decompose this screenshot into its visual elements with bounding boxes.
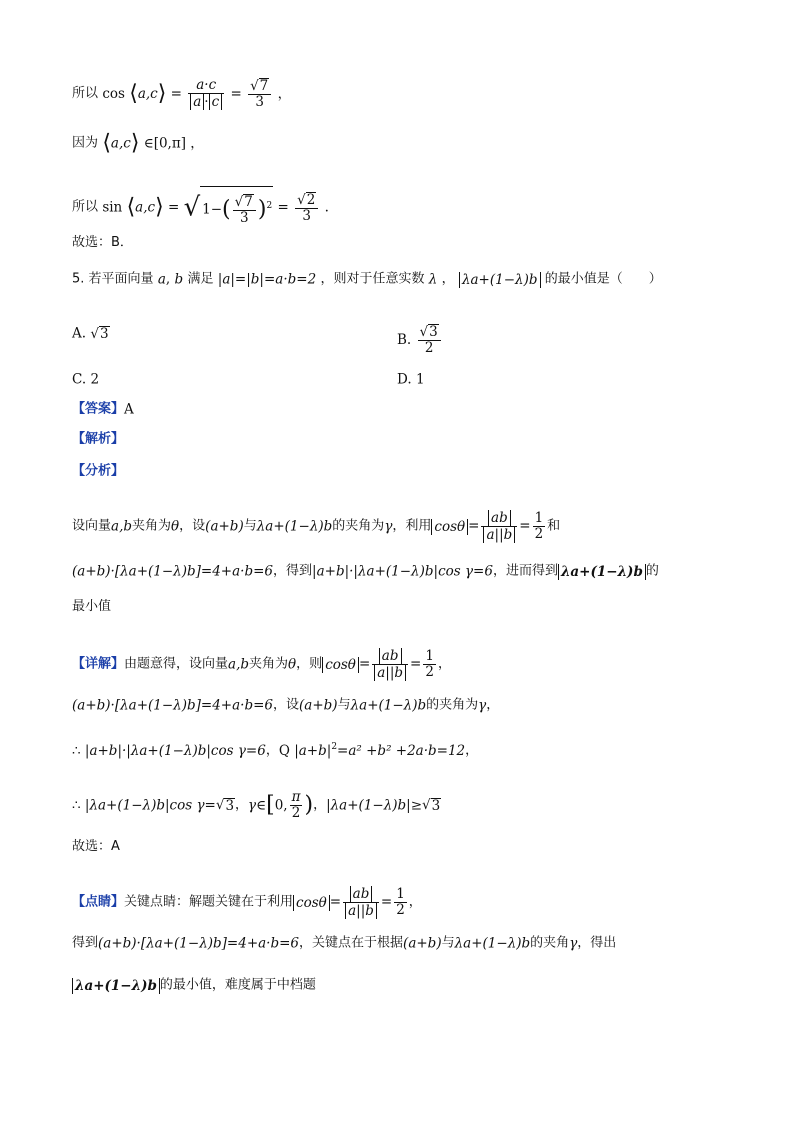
- text: 关键点睛：解题关键在于利用: [124, 894, 294, 910]
- angle-right-bracket: ⟩: [157, 81, 167, 106]
- xiangjie-line-3: [72, 738, 478, 760]
- text: ，则: [296, 656, 323, 672]
- numerator: a·c: [188, 78, 224, 94]
- punct: ，: [235, 797, 249, 813]
- text: 得到: [72, 935, 99, 951]
- vectors: a,b: [228, 656, 250, 673]
- denominator: 2: [396, 902, 405, 918]
- abs-c: c: [209, 94, 223, 110]
- abs-ab: ab: [379, 648, 402, 664]
- equals: =: [277, 199, 289, 216]
- answer-value: A: [124, 401, 134, 418]
- text: 夹角为: [132, 518, 172, 534]
- line-choose-a: 故选：A: [72, 839, 120, 854]
- text: 与: [243, 518, 257, 534]
- expression-2: λa+(1−λ)b: [454, 935, 531, 952]
- equals: =: [230, 86, 242, 102]
- gamma: γ: [569, 935, 578, 952]
- abs-a-abs-b: a||b: [345, 903, 377, 919]
- denominator: [343, 903, 379, 919]
- sum-vector: (a+b): [205, 518, 244, 535]
- expression: |a+b|·|λa+(1−λ)b|cos γ=6: [84, 743, 266, 759]
- paren-right: ): [257, 197, 267, 222]
- numerator: √7: [248, 78, 271, 95]
- denominator: [372, 665, 408, 681]
- expression: (a+b)·[λa+(1−λ)b]=4+a·b=6: [72, 697, 274, 714]
- numerator: π: [291, 789, 301, 805]
- text: 所以: [72, 86, 99, 101]
- punct: ，: [486, 697, 500, 713]
- text: ，设: [179, 518, 206, 534]
- denominator: 2: [534, 526, 544, 542]
- text: 与: [337, 697, 351, 713]
- one-minus: 1−: [202, 201, 223, 218]
- text: 的最小值，难度属于中档题: [159, 977, 316, 993]
- fraction-rhs: [248, 78, 271, 110]
- radicand: 3: [99, 325, 109, 342]
- numerator: √2: [295, 192, 318, 209]
- numerator: 1: [425, 648, 434, 664]
- fraction-half: [394, 887, 407, 918]
- radicand: 3: [225, 797, 235, 814]
- line-because: [72, 130, 204, 156]
- text: ，利用: [392, 518, 432, 534]
- fraction-half: [423, 649, 436, 680]
- fraction: [372, 648, 408, 681]
- question-text: 的最小值是（ ）: [544, 271, 662, 287]
- answer-line: [72, 400, 134, 419]
- vector-a: a: [157, 271, 166, 288]
- abs-sum: |a+b|: [294, 743, 332, 759]
- numerator: [372, 648, 408, 665]
- therefore: ∴: [72, 743, 81, 759]
- text: 因为: [72, 135, 99, 151]
- text: 的夹角: [530, 935, 570, 951]
- expression: (a+b)·[λa+(1−λ)b]=4+a·b=6: [72, 563, 274, 580]
- abs-cos: cosθ: [293, 895, 330, 911]
- option-c[interactable]: [72, 370, 99, 389]
- option-label: A.: [72, 325, 87, 342]
- option-label: B.: [397, 332, 412, 348]
- abs-expression: λa+(1−λ)b: [72, 978, 160, 994]
- lambda: λ: [428, 271, 438, 288]
- fraction: [188, 78, 224, 110]
- text: ，进而得到: [492, 563, 558, 579]
- denominator: 2: [291, 805, 301, 821]
- fraction-half: [533, 511, 546, 542]
- numerator: [343, 886, 379, 903]
- paren-left: (: [222, 197, 231, 222]
- radicand: 2: [306, 191, 316, 208]
- option-a[interactable]: [72, 324, 110, 343]
- gamma-in: γ∈: [248, 797, 267, 814]
- line-cos-ac: [72, 78, 291, 110]
- radicand: 3: [429, 324, 438, 340]
- denominator: 3: [255, 94, 264, 110]
- sum-vector: (a+b): [299, 697, 338, 714]
- dianjing-line-3: [72, 976, 316, 995]
- analysis-tag-line: [72, 430, 124, 449]
- text: ，关键点在于根据: [299, 935, 404, 951]
- equals: =: [167, 199, 180, 216]
- numerator: 1: [396, 886, 405, 902]
- denominator: 3: [239, 210, 249, 226]
- option-label: D.: [397, 371, 412, 388]
- line-choose-b: 故选：B．: [72, 235, 133, 250]
- text: 的: [645, 563, 659, 579]
- fenxi-tag: 【分析】: [72, 463, 125, 479]
- fenxi-line-2: [72, 562, 659, 581]
- option-value: √3: [90, 325, 109, 342]
- abs-expression: λa+(1−λ)b: [459, 272, 541, 288]
- vectors: a,c: [110, 135, 131, 152]
- text: 的夹角为: [332, 518, 385, 534]
- fraction: [343, 886, 379, 919]
- option-label: C.: [72, 371, 87, 388]
- expression: λa+(1−λ)b: [256, 518, 333, 535]
- detail-tag: 【详解】: [72, 656, 125, 672]
- question-text: ，则对于任意实数: [320, 271, 425, 287]
- expression-2: |a+b|·|λa+(1−λ)b|cos γ=6: [312, 563, 493, 580]
- text: 夹角为: [249, 656, 289, 672]
- bracket-left: [: [266, 792, 275, 818]
- fenxi-tag-line: [72, 462, 124, 481]
- denominator: [481, 527, 517, 543]
- expression-2: =a² +b² +2a·b=12: [337, 743, 466, 759]
- because-symbol: Q: [278, 743, 290, 759]
- gamma: γ: [478, 697, 487, 714]
- fenxi-line-3: 最小值: [72, 599, 112, 614]
- therefore: ∴: [72, 797, 81, 814]
- dianjing-line-2: [72, 934, 616, 953]
- dianjing-line-1: 【点睛】关键点睛：解题关键在于利用 cosθ = $\frac{ab}{a||b}$ = $\frac{1}{2}$ ，: [72, 886, 422, 919]
- cos-label: cos: [102, 86, 125, 102]
- abs-a: a: [190, 94, 204, 110]
- text: 和: [547, 518, 561, 534]
- punct: ，: [437, 656, 451, 672]
- angle-right-bracket: ⟩: [130, 130, 140, 156]
- expression-2: λa+(1−λ)b: [350, 697, 427, 714]
- denominator: 2: [424, 340, 434, 356]
- key-point-tag: 【点睛】: [72, 894, 125, 910]
- punct: .: [324, 199, 329, 216]
- option-value: [418, 324, 441, 356]
- abs-ab: ab: [350, 886, 373, 902]
- radical-sign: √: [183, 192, 201, 223]
- text: 所以: [72, 199, 99, 215]
- abs-expression: λa+(1−λ)b: [558, 564, 646, 580]
- expression: |λa+(1−λ)b|cos γ=: [84, 797, 216, 814]
- punct: ，: [465, 743, 479, 758]
- radicand: 7: [259, 78, 269, 94]
- option-d[interactable]: [397, 370, 425, 389]
- abs-ab: ab: [488, 510, 511, 526]
- denominator: a · c: [188, 94, 224, 110]
- text: 设向量: [72, 518, 112, 534]
- punct: ，: [313, 797, 327, 813]
- numerator: [481, 510, 517, 527]
- option-b[interactable]: [397, 324, 443, 356]
- text: 与: [441, 935, 455, 951]
- text: ，得出: [577, 935, 617, 951]
- fraction: [233, 194, 256, 226]
- text: 的夹角为: [426, 697, 479, 713]
- abs-a-abs-b: a||b: [483, 527, 515, 543]
- question-text: 5. 若平面向量: [72, 271, 154, 287]
- question-5: 5. 若平面向量 a, b 满足 |a|=|b|=a·b=2 ，则对于任意实数 λ ， λa+(1−λ)b 的最小值是（ ）: [72, 271, 662, 288]
- theta: θ: [288, 656, 297, 673]
- punct: ，: [441, 271, 455, 287]
- text: ，设: [273, 697, 300, 713]
- radicand: 3: [431, 797, 441, 814]
- vector-b: b: [174, 271, 184, 288]
- numerator: 1: [534, 510, 544, 526]
- exponent: 2: [331, 742, 338, 752]
- punct: ，: [408, 894, 422, 910]
- sum-vector: (a+b): [403, 935, 442, 952]
- numerator: √3: [418, 324, 441, 341]
- interval-start: 0,: [274, 797, 288, 814]
- paren-right: ): [304, 792, 314, 818]
- fenxi-line-1: 设向量a,b夹角为θ，设(a+b)与λa+(1−λ)b的夹角为γ，利用 cosθ = $\frac{ab}{a||b}$ = $\frac{1}{2}$ 和: [72, 510, 561, 543]
- vectors: a,b: [111, 518, 132, 535]
- angle-right-bracket: ⟩: [155, 194, 164, 220]
- condition: |a|=|b|=a·b=2: [217, 271, 317, 288]
- equals: =: [170, 86, 182, 102]
- vectors: a,c: [135, 199, 156, 216]
- question-text: 满足: [187, 271, 214, 287]
- numerator: √7: [233, 194, 256, 211]
- denominator: 2: [425, 664, 434, 680]
- angle-left-bracket: ⟨: [102, 130, 111, 156]
- punct: ，: [265, 743, 279, 758]
- fraction: [481, 510, 517, 543]
- angle-left-bracket: ⟨: [129, 81, 138, 106]
- abs-cos: cosθ: [431, 519, 468, 535]
- gamma: γ: [384, 518, 393, 535]
- xiangjie-line-2: [72, 696, 499, 715]
- punct: ，: [277, 86, 292, 102]
- angle-left-bracket: ⟨: [126, 194, 136, 220]
- denominator: 3: [302, 207, 311, 224]
- answer-tag: 【答案】: [72, 401, 125, 417]
- radicand-inner: 7: [244, 194, 253, 210]
- line-sin-ac: [72, 186, 329, 229]
- option-value: 1: [415, 371, 425, 388]
- vectors: a,c: [137, 86, 158, 102]
- fraction-pi-half: [290, 790, 303, 821]
- punct: ，: [190, 135, 204, 152]
- theta: θ: [171, 518, 180, 535]
- expression: (a+b)·[λa+(1−λ)b]=4+a·b=6: [98, 935, 300, 952]
- xiangjie-line-4: ∴ |λa+(1−λ)b|cos γ=√3，γ∈[0, $\frac{\pi}{2}$ )，|λa+(1−λ)b|≥√3: [72, 789, 441, 821]
- sin-label: sin: [102, 199, 123, 216]
- fraction-rhs: [295, 192, 318, 224]
- abs-a-abs-b: a||b: [374, 665, 406, 681]
- abs-cos: cosθ: [322, 657, 359, 673]
- option-value: 2: [90, 371, 100, 388]
- analysis-tag: 【解析】: [72, 431, 125, 447]
- xiangjie-line-1: 【详解】由题意得，设向量a,b夹角为θ，则 cosθ = $\frac{ab}{a||b}$ = $\frac{1}{2}$ ，: [72, 648, 451, 681]
- exponent: 2: [266, 201, 273, 211]
- interval: ∈[0,π]: [143, 135, 186, 152]
- text: ，得到: [273, 563, 313, 579]
- expression-2: |λa+(1−λ)b|≥: [326, 797, 423, 814]
- text: 由题意得，设向量: [124, 656, 229, 672]
- radicand: [200, 186, 273, 229]
